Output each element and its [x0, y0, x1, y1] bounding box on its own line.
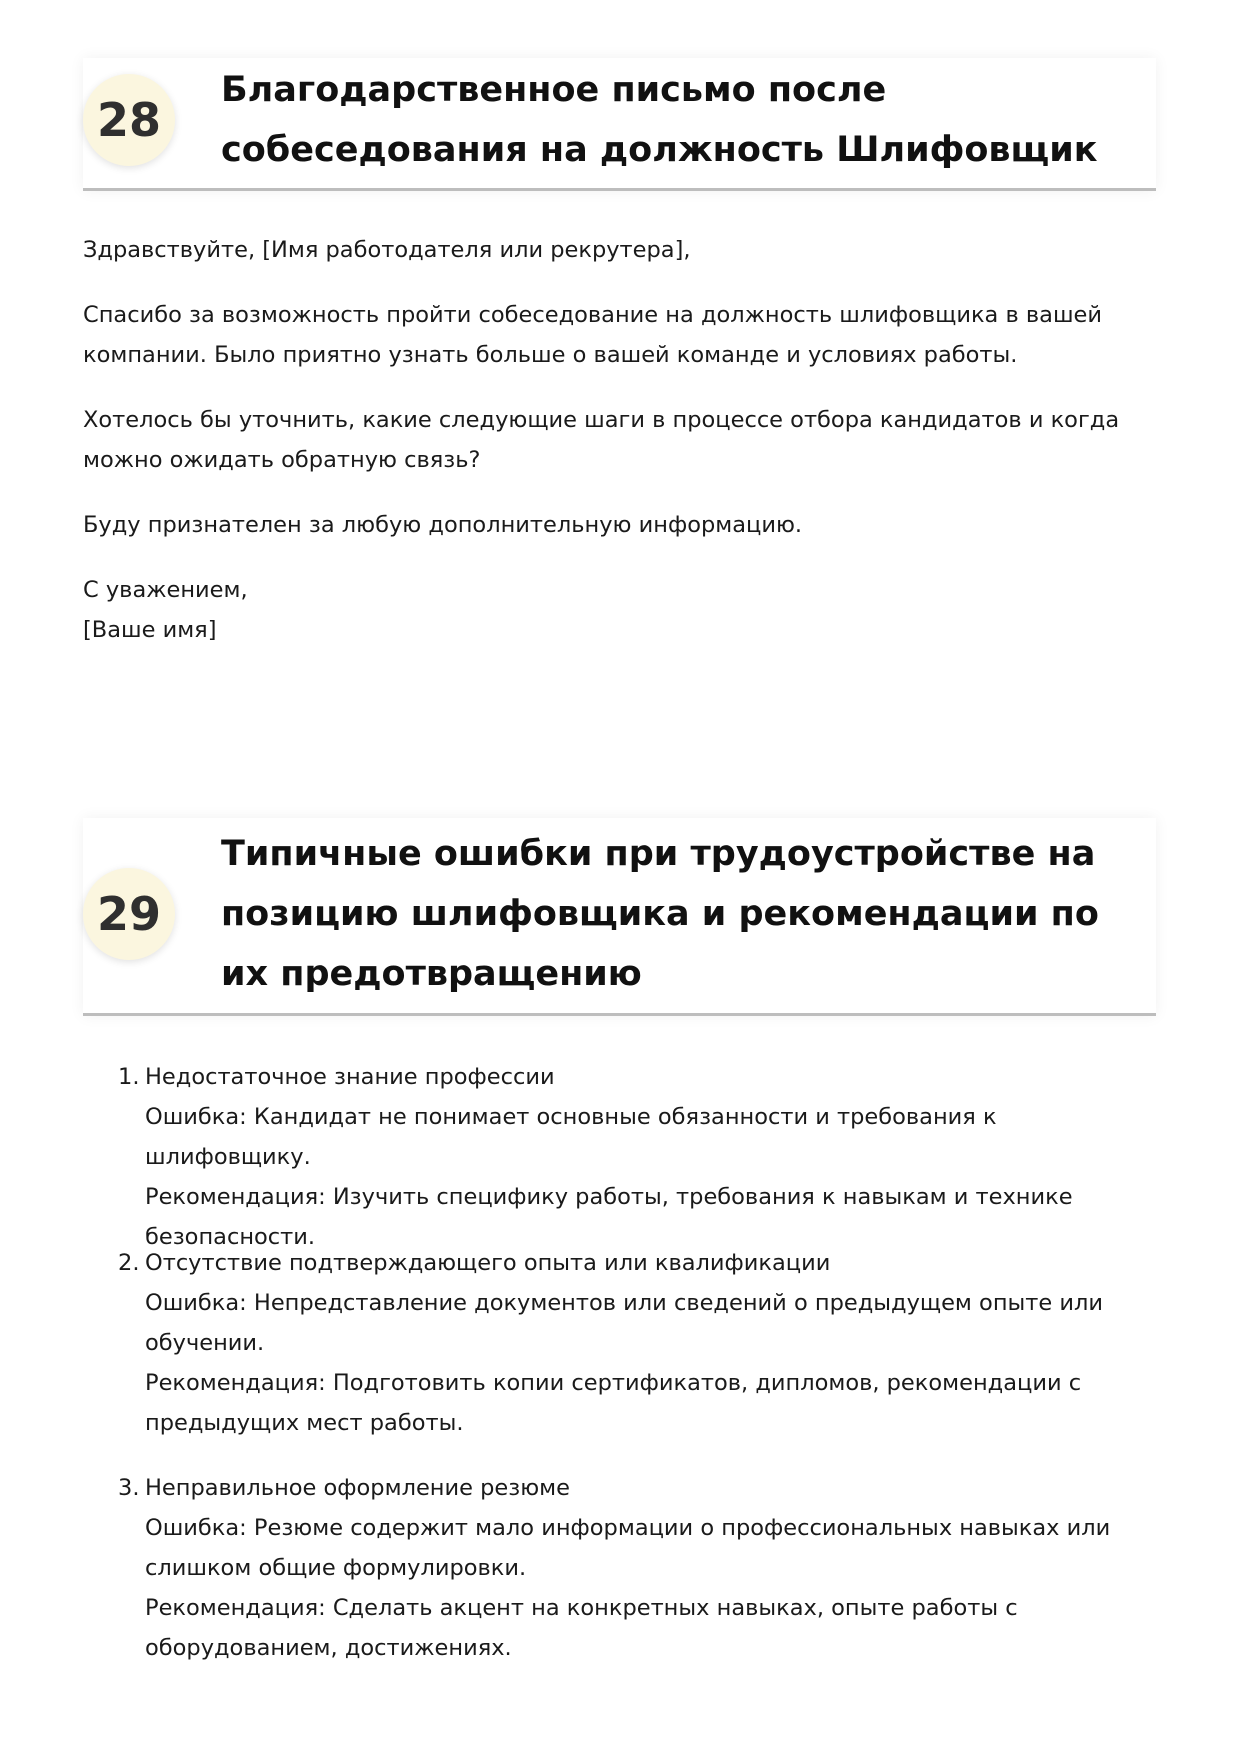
list-item-recommendation: Рекомендация: Подготовить копии сертификатов, дипломов, рекомендации с предыдущих мест работы. — [145, 1370, 1082, 1436]
list-item-number: 2. — [118, 1250, 140, 1276]
list-item — [118, 1468, 1163, 1668]
section-number-badge — [83, 74, 175, 166]
letter-signature: [Ваше имя] — [83, 617, 217, 643]
section-28-header — [83, 58, 1156, 191]
section-title: Типичные ошибки при трудоустройстве на позицию шлифовщика и рекомендации по их предотвращению — [221, 834, 1099, 994]
section-number-badge — [83, 868, 175, 960]
letter-paragraph: Спасибо за возможность пройти собеседование на должность шлифовщика в вашей компании. Было приятно узнать больше о вашей команде и условиях работы. — [83, 302, 1103, 368]
list-item-heading: Недостаточное знание профессии — [145, 1064, 555, 1090]
letter-closing-block — [83, 570, 1163, 650]
list-item-recommendation: Рекомендация: Сделать акцент на конкретных навыках, опыте работы с оборудованием, достижениях. — [145, 1595, 1018, 1661]
section-29-header — [83, 818, 1156, 1016]
list-item-heading: Неправильное оформление резюме — [145, 1475, 570, 1501]
list-item-error: Ошибка: Непредставление документов или сведений о предыдущем опыте или обучении. — [145, 1290, 1104, 1356]
section-title: Благодарственное письмо после собеседования на должность Шлифовщик — [221, 70, 1098, 170]
letter-paragraph: Хотелось бы уточнить, какие следующие шаги в процессе отбора кандидатов и когда можно ожидать обратную связь? — [83, 407, 1120, 473]
list-item-recommendation: Рекомендация: Изучить специфику работы, требования к навыкам и технике безопасности. — [145, 1184, 1073, 1250]
list-item-heading: Отсутствие подтверждающего опыта или квалификации — [145, 1250, 831, 1276]
letter-closing: С уважением, — [83, 577, 248, 603]
list-item — [118, 1057, 1163, 1257]
thank-you-letter — [83, 230, 1163, 675]
list-item-error: Ошибка: Резюме содержит мало информации о профессиональных навыках или слишком общие формулировки. — [145, 1515, 1111, 1581]
letter-greeting: Здравствуйте, [Имя работодателя или рекрутера], — [83, 237, 691, 263]
section-number: 28 — [96, 93, 161, 147]
letter-paragraph: Буду признателен за любую дополнительную информацию. — [83, 512, 803, 538]
section-number: 29 — [96, 887, 161, 941]
list-item — [118, 1243, 1163, 1443]
list-item-number: 1. — [118, 1064, 140, 1090]
list-item-error: Ошибка: Кандидат не понимает основные обязанности и требования к шлифовщику. — [145, 1104, 997, 1170]
list-item-number: 3. — [118, 1475, 140, 1501]
